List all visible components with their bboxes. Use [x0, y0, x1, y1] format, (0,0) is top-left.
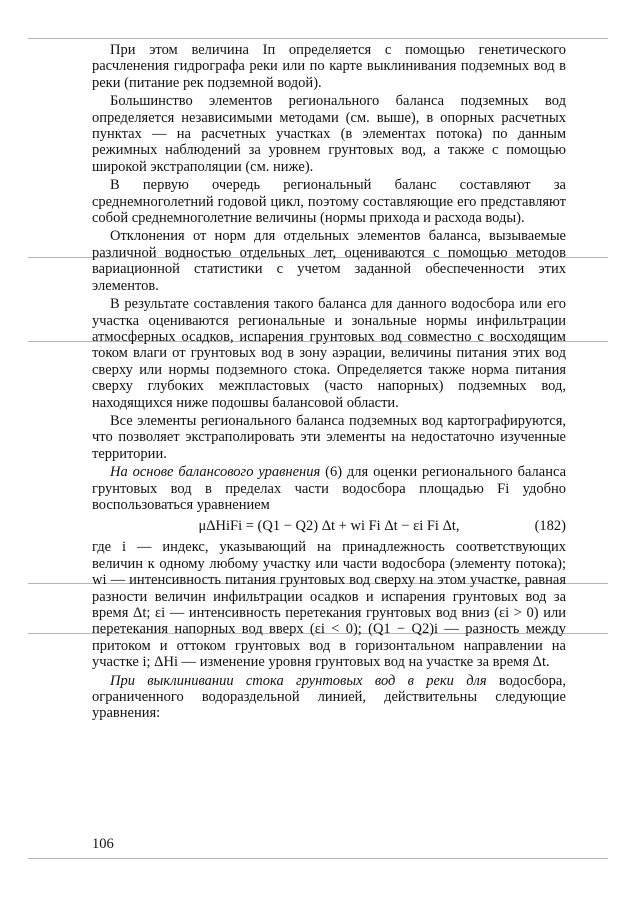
paragraph [92, 673, 566, 722]
equation [92, 517, 566, 535]
page-body [92, 42, 566, 722]
paragraph-text: водосбора, ограниченного водораздельной линией, действительны следующие уравнения: [92, 672, 566, 722]
scan-line [28, 858, 608, 859]
equation-body: μΔHiFi = (Q1 − Q2) Δt + wi Fi Δt − εi Fi Δt, [198, 518, 460, 535]
paragraph: Большинство элементов регионального баланса подземных вод определяется независимыми методами (см. выше), в опорных расчетных пунктах — на расчетных участках (в элементах потока) по данным режимных наблюдений за уровнем грунтовых вод, а также с помощью широкой экстраполяции (см. ниже). [92, 93, 566, 175]
paragraph-text: (6) для оценки регионального баланса грунтовых вод в пределах части водосбора площадью Fi удобно воспользоваться уравнением [92, 464, 567, 513]
paragraph [92, 464, 566, 513]
italic-lead: При выклинивании стока грунтовых вод в реки для [110, 672, 487, 689]
paragraph: В результате составления такого баланса для данного водосбора или его участка оцениваются региональные и зональные нормы инфильтрации атмосферных осадков, испарения грунтовых вод совместно с восходящим током влаги от грунтовых вод в зону аэрации, величины питания этих вод сверху или нормы подземного стока. Определяется также норма питания сверху глубоких межпластовых (часто напорных) подземных вод, находящихся ниже подошвы балансовой области. [92, 296, 566, 411]
paragraph: Отклонения от норм для отдельных элементов баланса, вызываемые различной водностью отдельных лет, оцениваются с помощью методов вариационной статистики с учетом заданной обеспеченности этих элементов. [92, 228, 566, 294]
paragraph: где i — индекс, указывающий на принадлежность соответствующих величин к одному любому участку или части водосбора (элементу потока); wi — интенсивность питания грунтовых вод сверху на этом участке, равная разности величин инфильтрации осадков и испарения грунтовых вод за время Δt; εi — интенсивность перетекания грунтовых вод вниз (εi > 0) или перетекания напорных вод вверх (εi < 0); (Q1 − Q2)i — разность между притоком и оттоком грунтовых вод в горизонтальном направлении на участке i; ΔHi — изменение уровня грунтовых вод на участке за время Δt. [92, 539, 566, 671]
italic-lead: На основе балансового уравнения [110, 464, 321, 481]
paragraph: При этом величина Iп определяется с помощью генетического расчленения гидрографа реки или по карте выклинивания подземных вод в реки (питание рек подземной водой). [92, 42, 566, 91]
paragraph: В первую очередь региональный баланс составляют за среднемноголетний годовой цикл, поэтому составляющие его представляют собой среднемноголетние величины (нормы прихода и расхода воды). [92, 177, 566, 227]
equation-number: (182) [534, 518, 566, 535]
scan-line [28, 38, 608, 39]
paragraph: Все элементы регионального баланса подземных вод картографируются, что позволяет экстраполировать эти элементы на недостаточно изученные территории. [92, 412, 566, 462]
page-number: 106 [92, 836, 114, 852]
